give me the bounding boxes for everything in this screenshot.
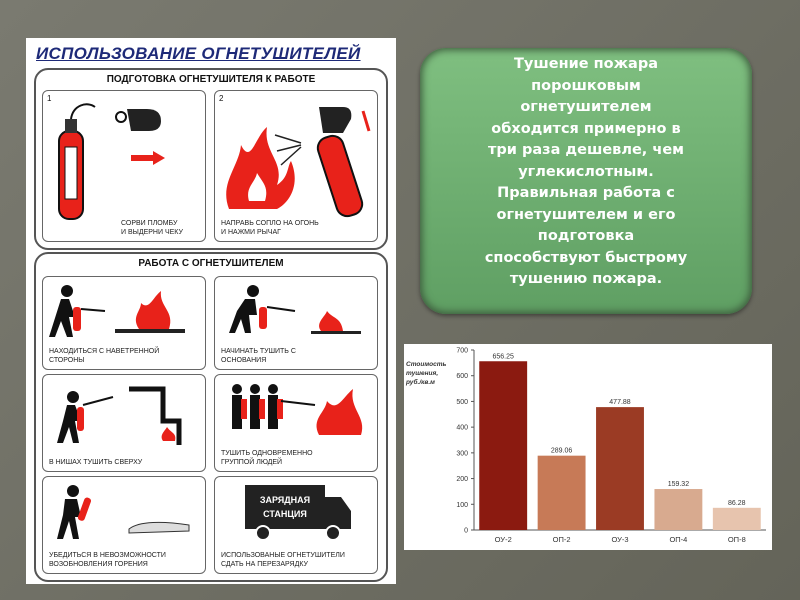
bar-ОП-4	[654, 489, 702, 530]
tip-card-base	[214, 276, 378, 370]
callout-line: подготовка	[537, 228, 635, 244]
step-1-card	[42, 90, 206, 242]
callout-line: Правильная работа с	[497, 185, 675, 201]
tip-caption: УБЕДИТЬСЯ В НЕВОЗМОЖНОСТИ ВОЗОБНОВЛЕНИЯ ГОРЕНИЯ	[49, 552, 166, 568]
flame-icon	[319, 311, 343, 331]
y-axis-label: Стоимость	[406, 361, 447, 368]
y-tick-label: 500	[456, 398, 468, 406]
category-label: ОП-8	[727, 535, 746, 544]
info-callout	[420, 48, 752, 314]
bar-ОП-8	[713, 508, 761, 530]
y-tick-label: 700	[456, 347, 468, 355]
category-label: ОУ-2	[494, 535, 512, 544]
category-label: ОП-4	[669, 535, 688, 544]
y-tick-label: 300	[456, 450, 468, 458]
bar-ОУ-3	[596, 407, 644, 530]
step-2-caption: НАПРАВЬ СОПЛО НА ОГОНЬ И НАЖМИ РЫЧАГ	[221, 220, 319, 236]
bar-value-label: 289.06	[550, 447, 573, 455]
callout-line: огнетушителем	[520, 99, 652, 115]
y-tick-label: 0	[464, 527, 468, 535]
tip-card-windward	[42, 276, 206, 370]
callout-line: порошковым	[531, 77, 641, 94]
tip-card-group	[214, 374, 378, 472]
instruction-poster	[26, 38, 396, 584]
category-label: ОУ-3	[611, 535, 629, 544]
callout-line: обходится примерно в	[491, 120, 681, 137]
bar-value-label: 159.32	[667, 481, 690, 489]
y-tick-label: 400	[456, 424, 468, 432]
truck-label-1: ЗАРЯДНАЯ	[259, 495, 311, 505]
tip-caption: НАЧИНАТЬ ТУШИТЬ С ОСНОВАНИЯ	[221, 348, 296, 364]
tip-card-niches	[42, 374, 206, 472]
y-tick-label: 600	[456, 373, 468, 381]
flame-icon	[162, 427, 176, 441]
bar-ОУ-2	[479, 361, 527, 530]
y-axis-label: тушения,	[406, 370, 439, 377]
y-axis-label: руб./кв.м	[406, 379, 435, 386]
niches-illustration	[43, 375, 205, 471]
bar-value-label: 656.25	[492, 353, 514, 361]
callout-line: огнетушителем и его	[496, 206, 676, 223]
cost-bar-chart	[404, 344, 772, 550]
callout-line: способствуют быстрому	[484, 249, 688, 266]
tip-caption: В НИШАХ ТУШИТЬ СВЕРХУ	[49, 459, 143, 466]
bar-value-label: 477.88	[609, 399, 631, 407]
flame-icon	[317, 389, 363, 435]
bar-value-label: 86.28	[728, 499, 746, 507]
callout-line: углекислотным.	[518, 163, 654, 180]
truck-label-2: СТАНЦИЯ	[263, 509, 307, 519]
cost-chart	[404, 344, 772, 550]
section-preparation	[34, 68, 388, 250]
section-operation	[34, 252, 388, 582]
bar-ОП-2	[538, 456, 586, 530]
step-number: 1	[47, 94, 52, 103]
flame-icon	[136, 291, 170, 329]
callout-line: три раза дешевле, чем	[487, 142, 685, 158]
callout-line: Тушение пожара	[514, 56, 658, 72]
tip-card-check	[42, 476, 206, 574]
callout-line: тушению пожара.	[509, 271, 663, 287]
tip-caption: ТУШИТЬ ОДНОВРЕМЕННО ГРУППОЙ ЛЮДЕЙ	[221, 450, 313, 466]
category-label: ОП-2	[552, 535, 571, 544]
section-preparation-heading: ПОДГОТОВКА ОГНЕТУШИТЕЛЯ К РАБОТЕ	[106, 74, 316, 85]
poster-title: ИСПОЛЬЗОВАНИЕ ОГНЕТУШИТЕЛЕЙ	[36, 44, 361, 63]
y-tick-label: 100	[456, 501, 468, 509]
step-number: 2	[219, 94, 224, 103]
tip-caption: НАХОДИТЬСЯ С НАВЕТРЕННОЙ СТОРОНЫ	[49, 348, 160, 364]
tip-card-recharge	[214, 476, 378, 574]
step-1-caption: СОРВИ ПЛОМБУ И ВЫДЕРНИ ЧЕКУ	[121, 220, 183, 236]
section-operation-heading: РАБОТА С ОГНЕТУШИТЕЛЕМ	[138, 258, 284, 269]
tip-caption: ИСПОЛЬЗОВАНЫЕ ОГНЕТУШИТЕЛИ СДАТЬ НА ПЕРЕЗАРЯДКУ	[221, 552, 345, 568]
y-tick-label: 200	[456, 476, 468, 484]
step-2-card	[214, 90, 378, 242]
